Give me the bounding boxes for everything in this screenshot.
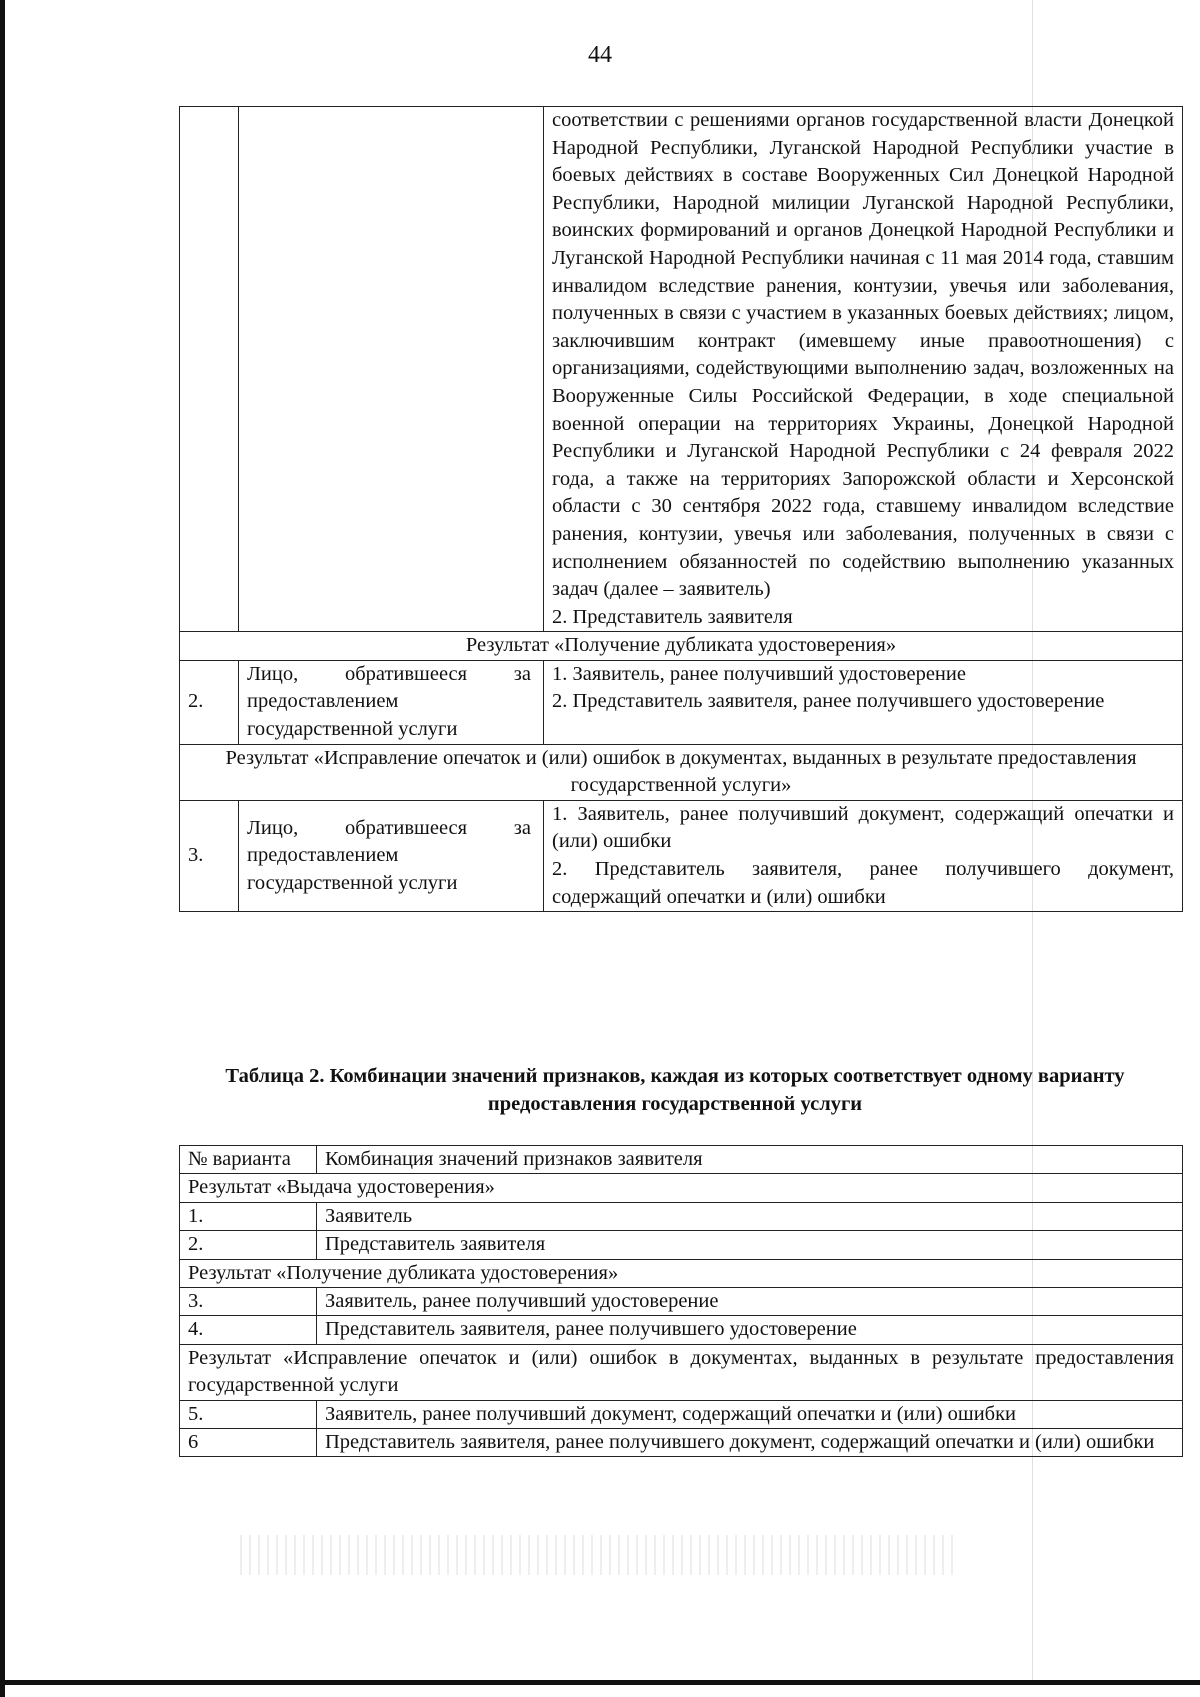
table-row [180, 660, 1183, 744]
applicant-definition-text: соответствии с решениями органов государственной власти Донецкой Народной Республики, Луганской Народной Республики участие в боевых действиях в составе Вооруженных Сил Донецкой Народной Республики, Народной милиции Луганской Народной Республики, воинских формирований и органов Донецкой Народной Республики и Луганской Народной Республики начиная с 11 мая 2014 года, ставшим инвалидом вследствие ранения, контузии, увечья или заболевания, полученных в связи с участием в указанных боевых действиях; лицом, заключившим контракт (имевшему иные правоотношения) с организациями, содействующими выполнению задач, возложенных на Вооруженные Силы Российской Федерации, в ходе специальной военной операции на территориях Украины, Донецкой Народной Республики и Луганской Народной Республики с 24 февраля 2022 года, а также на территориях Запорожской области и Херсонской области с 30 сентября 2022 года, ставшему инвалидом вследствие ранения, контузии, увечья или заболевания, полученных в связи с исполнением обязанностей по содействию выполнению указанных задач (далее – заявитель) [552, 109, 1174, 601]
table-row [180, 1231, 1183, 1259]
scan-edge-bottom [0, 1680, 1200, 1685]
header-combination: Комбинация значений признаков заявителя [317, 1146, 1183, 1174]
table-result-row [180, 1174, 1183, 1202]
variant-line: 1. Заявитель, ранее получивший документ, содержащий опечатки и (или) ошибки [552, 802, 1174, 853]
table-result-row [180, 744, 1183, 800]
table-row-continued [180, 107, 1183, 632]
variant-number: 5. [180, 1400, 317, 1428]
table-row [180, 1429, 1183, 1457]
variant-combination: Заявитель, ранее получивший документ, содержащий опечатки и (или) ошибки [317, 1400, 1183, 1428]
cell-applicant-description [544, 107, 1183, 632]
variant-combination: Заявитель [317, 1202, 1183, 1230]
table-variant-combinations [179, 1145, 1183, 1457]
scan-edge-left [0, 0, 5, 1697]
result-correction-heading: Результат «Исправление опечаток и (или) ошибок в документах, выданных в результате предоставления государственной услуги» [180, 744, 1183, 800]
variant-combination: Представитель заявителя, ранее получившего документ, содержащий опечатки и (или) ошибки [317, 1429, 1183, 1457]
variant-combination: Представитель заявителя, ранее получившего удостоверение [317, 1316, 1183, 1344]
row-number: 3. [180, 800, 239, 911]
table-row [180, 800, 1183, 911]
variant-combination: Представитель заявителя [317, 1231, 1183, 1259]
variant-number: 2. [180, 1231, 317, 1259]
header-variant-number: № варианта [180, 1146, 317, 1174]
table-result-row [180, 1344, 1183, 1400]
cell-number-empty [180, 107, 239, 632]
variant-line: 2. Представитель заявителя, ранее получившего документ, содержащий опечатки и (или) ошибки [552, 858, 1174, 908]
result-duplicate-heading: Результат «Получение дубликата удостоверения» [180, 632, 1183, 661]
table-row [180, 1288, 1183, 1316]
scan-noise [240, 1535, 960, 1575]
applicant-representative-item: 2. Представитель заявителя [552, 605, 793, 628]
variant-number: 3. [180, 1288, 317, 1316]
variant-number: 1. [180, 1202, 317, 1230]
table-row [180, 1202, 1183, 1230]
page-number: 44 [588, 42, 612, 68]
table-result-row [180, 632, 1183, 661]
cell-face-empty [239, 107, 544, 632]
variant-number: 6 [180, 1429, 317, 1457]
variant-line: 2. Представитель заявителя, ранее получившего удостоверение [552, 690, 1105, 713]
result-correction-heading: Результат «Исправление опечаток и (или) ошибок в документах, выданных в результате предоставления государственной услуги [180, 1344, 1183, 1400]
table-result-row [180, 1259, 1183, 1287]
table2-title: Таблица 2. Комбинации значений признаков, каждая из которых соответствует одному варианту предоставления государственной услуги [225, 1065, 1125, 1115]
row-face: Лицо, обратившееся за предоставлением государственной услуги [239, 660, 544, 744]
result-duplicate-heading: Результат «Получение дубликата удостоверения» [180, 1259, 1183, 1287]
variant-line: 1. Заявитель, ранее получивший удостоверение [552, 662, 966, 685]
row-face: Лицо, обратившееся за предоставлением государственной услуги [239, 800, 544, 911]
table-applicant-profiles [179, 106, 1183, 912]
row-variants [544, 800, 1183, 911]
table-header-row [180, 1146, 1183, 1174]
table-row [180, 1400, 1183, 1428]
variant-number: 4. [180, 1316, 317, 1344]
row-number: 2. [180, 660, 239, 744]
variant-combination: Заявитель, ранее получивший удостоверение [317, 1288, 1183, 1316]
row-variants [544, 660, 1183, 744]
result-issue-heading: Результат «Выдача удостоверения» [180, 1174, 1183, 1202]
table-row [180, 1316, 1183, 1344]
